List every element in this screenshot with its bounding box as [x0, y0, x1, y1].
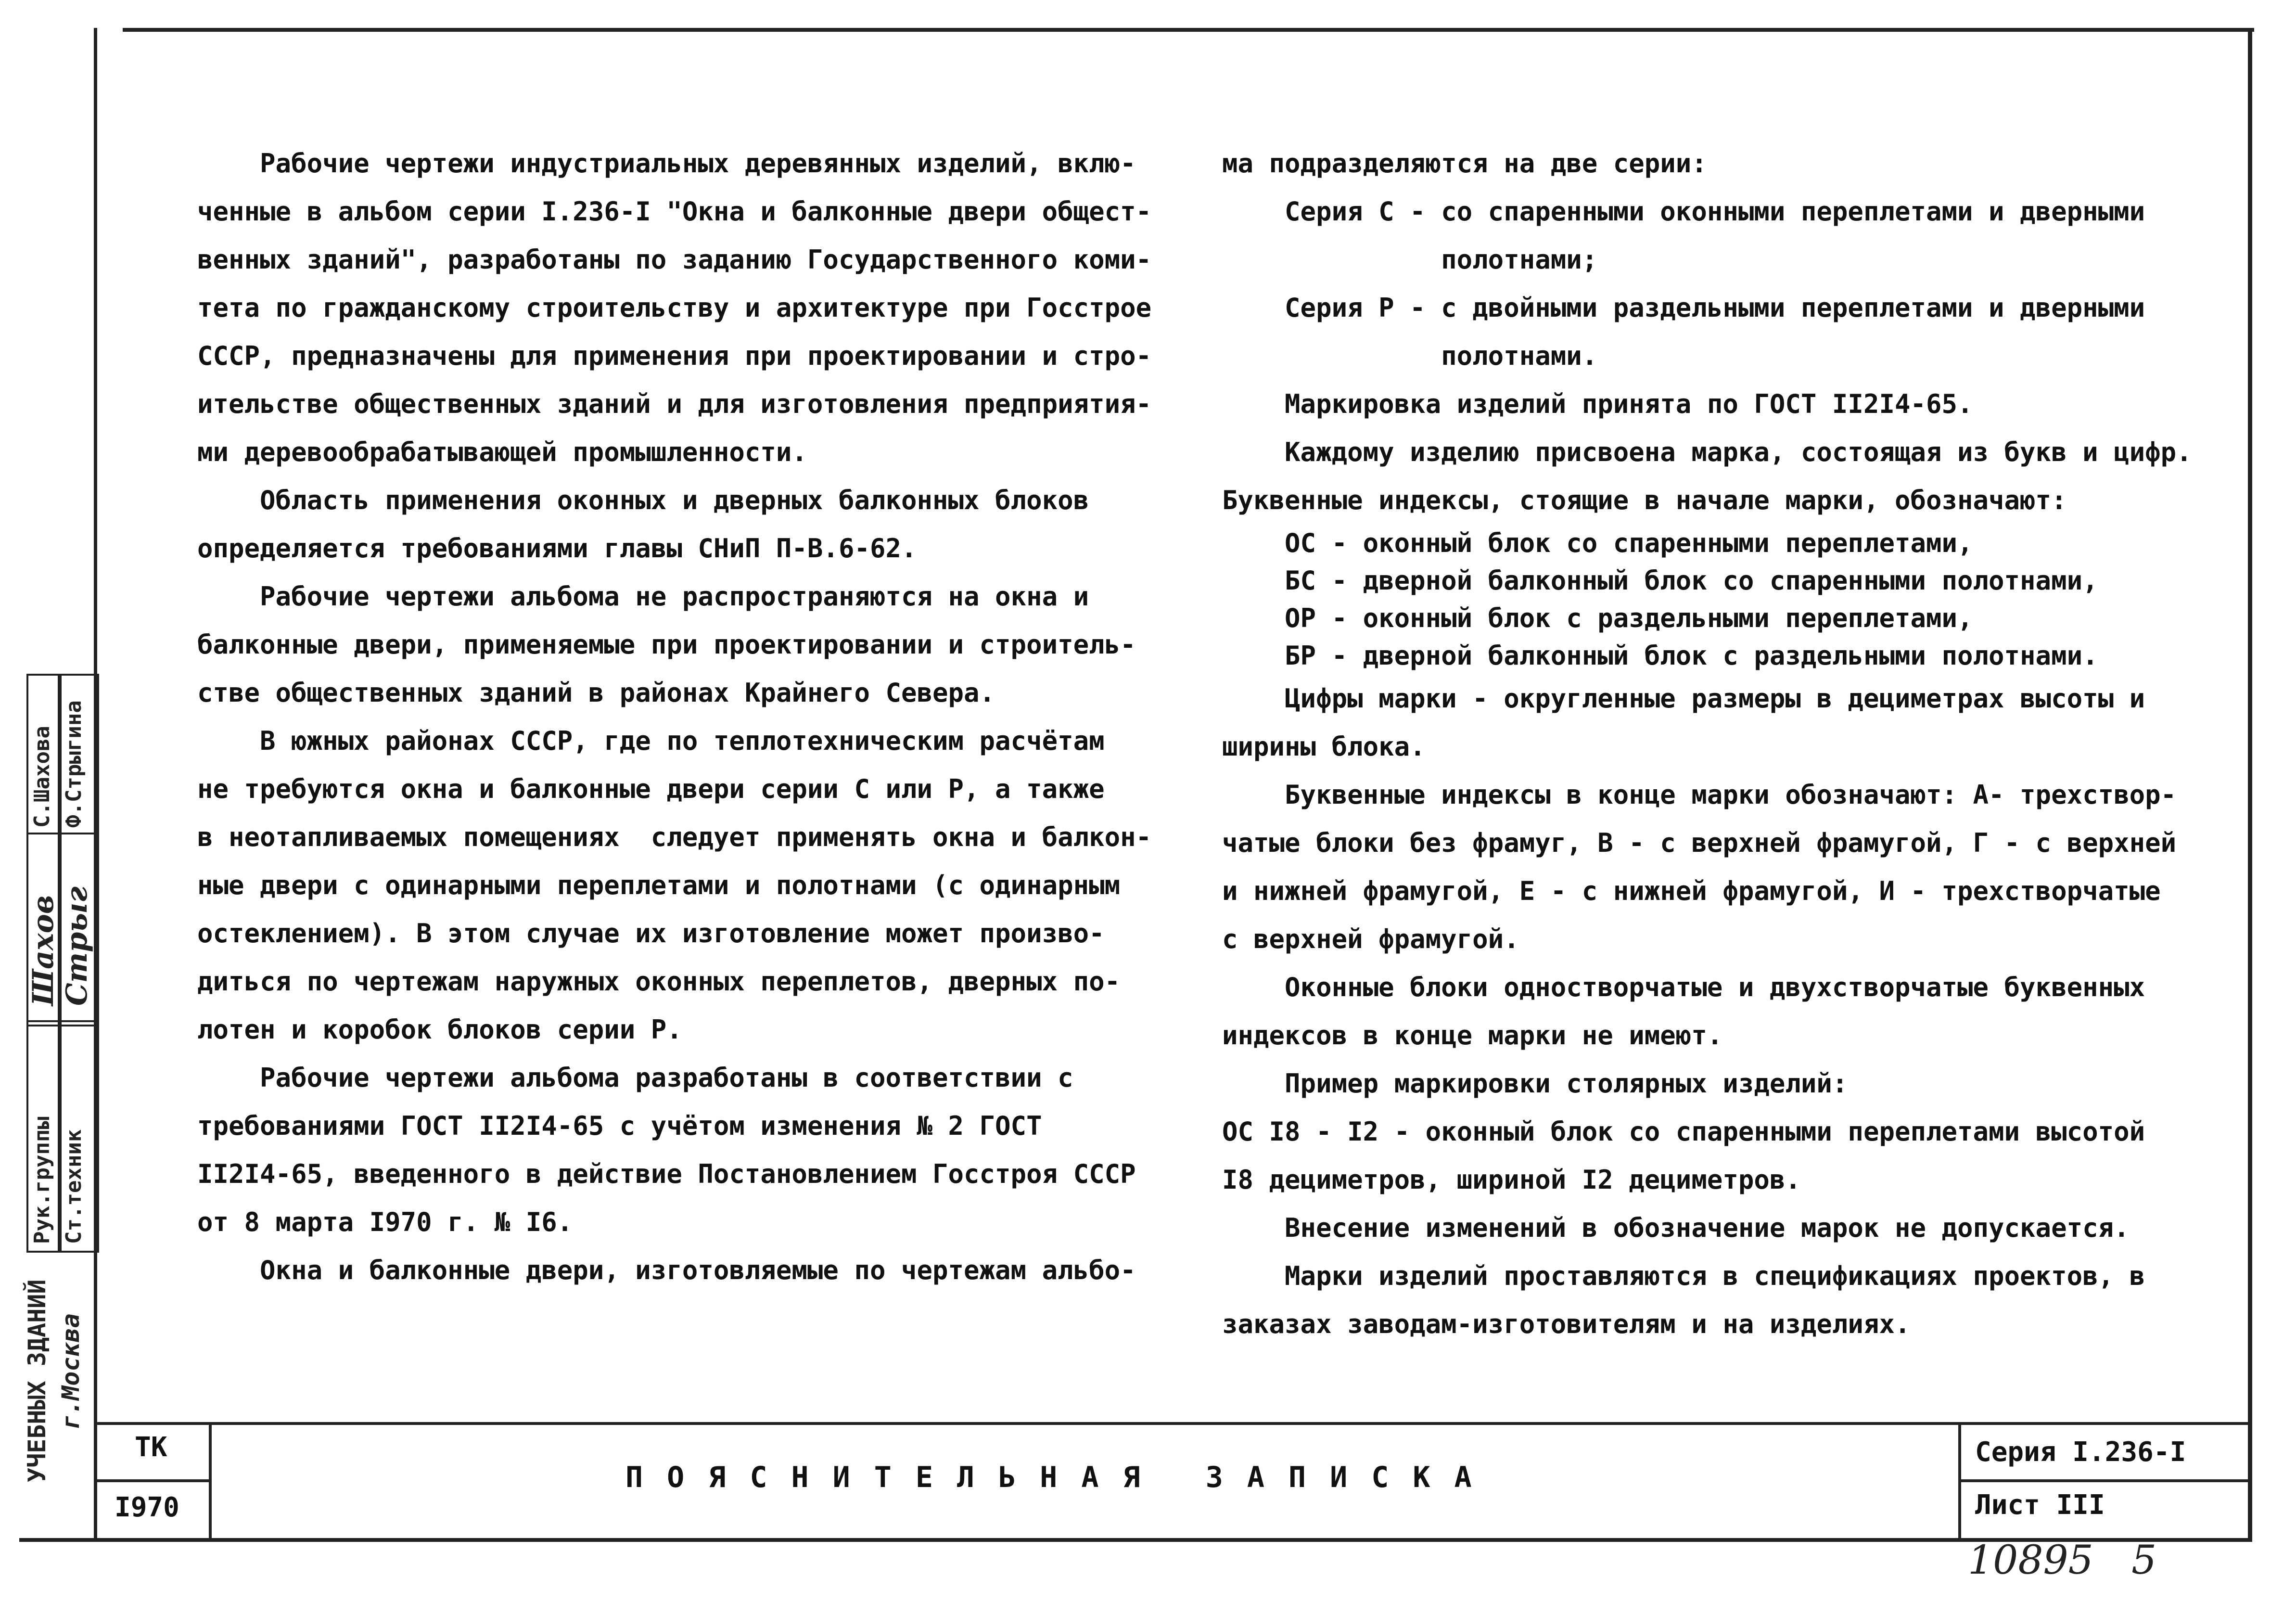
- text-line: Буквенные индексы, стоящие в начале марки, обозначают:: [1222, 485, 2067, 515]
- text-line: в неотапливаемых помещениях следует применять окна и балкон-: [197, 822, 1152, 852]
- text-line: с верхней фрамугой.: [1222, 924, 1519, 954]
- name-head: С.Шахова: [30, 726, 54, 828]
- text-line: Маркировка изделий принята по ГОСТ II2I4-65.: [1222, 389, 1973, 419]
- text-line: ма подразделяются на две серии:: [1222, 148, 1707, 179]
- text-line: полотнами.: [1222, 341, 1598, 371]
- text-line: II2I4-65, введенного в действие Постановлением Госстроя СССР: [197, 1159, 1136, 1189]
- text-line: остеклением). В этом случае их изготовление может произво-: [197, 918, 1105, 949]
- name-tech: Ф.Стрыгина: [62, 700, 86, 828]
- text-line: Внесение изменений в обозначение марок не допускается.: [1222, 1213, 2130, 1243]
- text-line: заказах заводам-изготовителям и на изделиях.: [1222, 1309, 1911, 1339]
- text-line: Серия Р - с двойными раздельными переплетами и дверными: [1222, 293, 2145, 323]
- text-line: СССР, предназначены для применения при проектировании и стро-: [197, 341, 1152, 371]
- text-line: лотен и коробок блоков серии Р.: [197, 1014, 682, 1045]
- text-line: Рабочие чертежи альбома разработаны в соответствии с: [197, 1063, 1073, 1093]
- title-year: I970: [115, 1492, 179, 1523]
- text-line: определяется требованиями главы СНиП П-В.6-62.: [197, 533, 917, 564]
- role-tech: Ст.техник: [62, 1129, 86, 1244]
- text-line: Оконные блоки одностворчатые и двухстворчатые буквенных: [1222, 972, 2145, 1002]
- text-line: и нижней фрамугой, Е - с нижней фрамугой, И - трехстворчатые: [1222, 876, 2161, 906]
- text-line: чатые блоки без фрамуг, В - с верхней фрамугой, Г - с верхней: [1222, 828, 2177, 858]
- text-line: Пример маркировки столярных изделий:: [1222, 1068, 1848, 1099]
- document-title: ПОЯСНИТЕЛЬНАЯ ЗАПИСКА: [625, 1461, 1496, 1494]
- text-line: Цифры марки - округленные размеры в дециметрах высоты и: [1222, 683, 2145, 714]
- frame-top-line: [123, 28, 2254, 32]
- title-org-code: ТК: [135, 1432, 167, 1463]
- text-line: ширины блока.: [1222, 731, 1426, 762]
- text-line: индексов в конце марки не имеют.: [1222, 1020, 1723, 1051]
- text-line: Серия С - со спаренными оконными переплетами и дверными: [1222, 196, 2145, 227]
- text-line: БС - дверной балконный блок со спаренными полотнами,: [1222, 565, 2098, 596]
- text-line: Окна и балконные двери, изготовляемые по чертежам альбо-: [197, 1255, 1136, 1285]
- text-line: В южных районах СССР, где по теплотехническим расчётам: [197, 726, 1105, 756]
- text-line: ные двери с одинарными переплетами и полотнами (с одинарным: [197, 870, 1121, 900]
- text-line: ОР - оконный блок с раздельными переплетами,: [1222, 603, 1973, 633]
- title-series: Серия I.236-I: [1975, 1436, 2186, 1468]
- text-line: Каждому изделию присвоена марка, состоящая из букв и цифр.: [1222, 437, 2192, 467]
- role-head: Рук.группы: [30, 1116, 54, 1244]
- text-line: ми деревообрабатывающей промышленности.: [197, 437, 807, 467]
- left-text-column: [197, 140, 1160, 1295]
- text-line: Марки изделий проставляются в спецификациях проектов, в: [1222, 1261, 2145, 1291]
- text-line: ОС I8 - I2 - оконный блок со спаренными переплетами высотой: [1222, 1116, 2145, 1147]
- text-line: балконные двери, применяемые при проектировании и строитель-: [197, 629, 1136, 660]
- frame-right-line: [2248, 28, 2252, 1542]
- text-line: I8 дециметров, шириной I2 дециметров.: [1222, 1165, 1801, 1195]
- text-line: Буквенные индексы в конце марки обозначают: А- трехствор-: [1222, 780, 2177, 810]
- side-org-name: УЧЕБНЫХ ЗДАНИЙ: [23, 1279, 51, 1482]
- text-line: тета по гражданскому строительству и архитектуре при Госстрое: [197, 293, 1152, 323]
- inventory-number: 10895: [1968, 1538, 2093, 1583]
- text-line: ительстве общественных зданий и для изготовления предприятия-: [197, 389, 1152, 419]
- text-line: ОС - оконный блок со спаренными переплетами,: [1222, 528, 1973, 558]
- signature-head: Шахов: [26, 895, 60, 1006]
- text-line: БР - дверной балконный блок с раздельными полотнами.: [1222, 641, 2098, 671]
- text-line: Рабочие чертежи индустриальных деревянных изделий, вклю-: [197, 148, 1136, 179]
- text-line: ченные в альбом серии I.236-I "Окна и балконные двери общест-: [197, 196, 1152, 227]
- text-line: Рабочие чертежи альбома не распространяются на окна и: [197, 581, 1089, 612]
- title-sheet: Лист III: [1975, 1489, 2105, 1521]
- text-line: не требуются окна и балконные двери серии С или Р, а также: [197, 774, 1105, 804]
- text-line: от 8 марта I970 г. № I6.: [197, 1207, 573, 1237]
- side-city: г.Москва: [57, 1313, 85, 1429]
- text-line: венных зданий", разработаны по заданию Государственного коми-: [197, 244, 1152, 275]
- right-text-column: [1222, 140, 2228, 1348]
- text-line: стве общественных зданий в районах Крайнего Севера.: [197, 678, 995, 708]
- text-line: Область применения оконных и дверных балконных блоков: [197, 485, 1089, 515]
- text-line: требованиями ГОСТ II2I4-65 с учётом изменения № 2 ГОСТ: [197, 1111, 1042, 1141]
- text-line: полотнами;: [1222, 244, 1598, 275]
- signature-tech: Стрыг: [60, 886, 94, 1006]
- page-number: 5: [2131, 1538, 2157, 1583]
- text-line: диться по чертежам наружных оконных переплетов, дверных по-: [197, 966, 1121, 997]
